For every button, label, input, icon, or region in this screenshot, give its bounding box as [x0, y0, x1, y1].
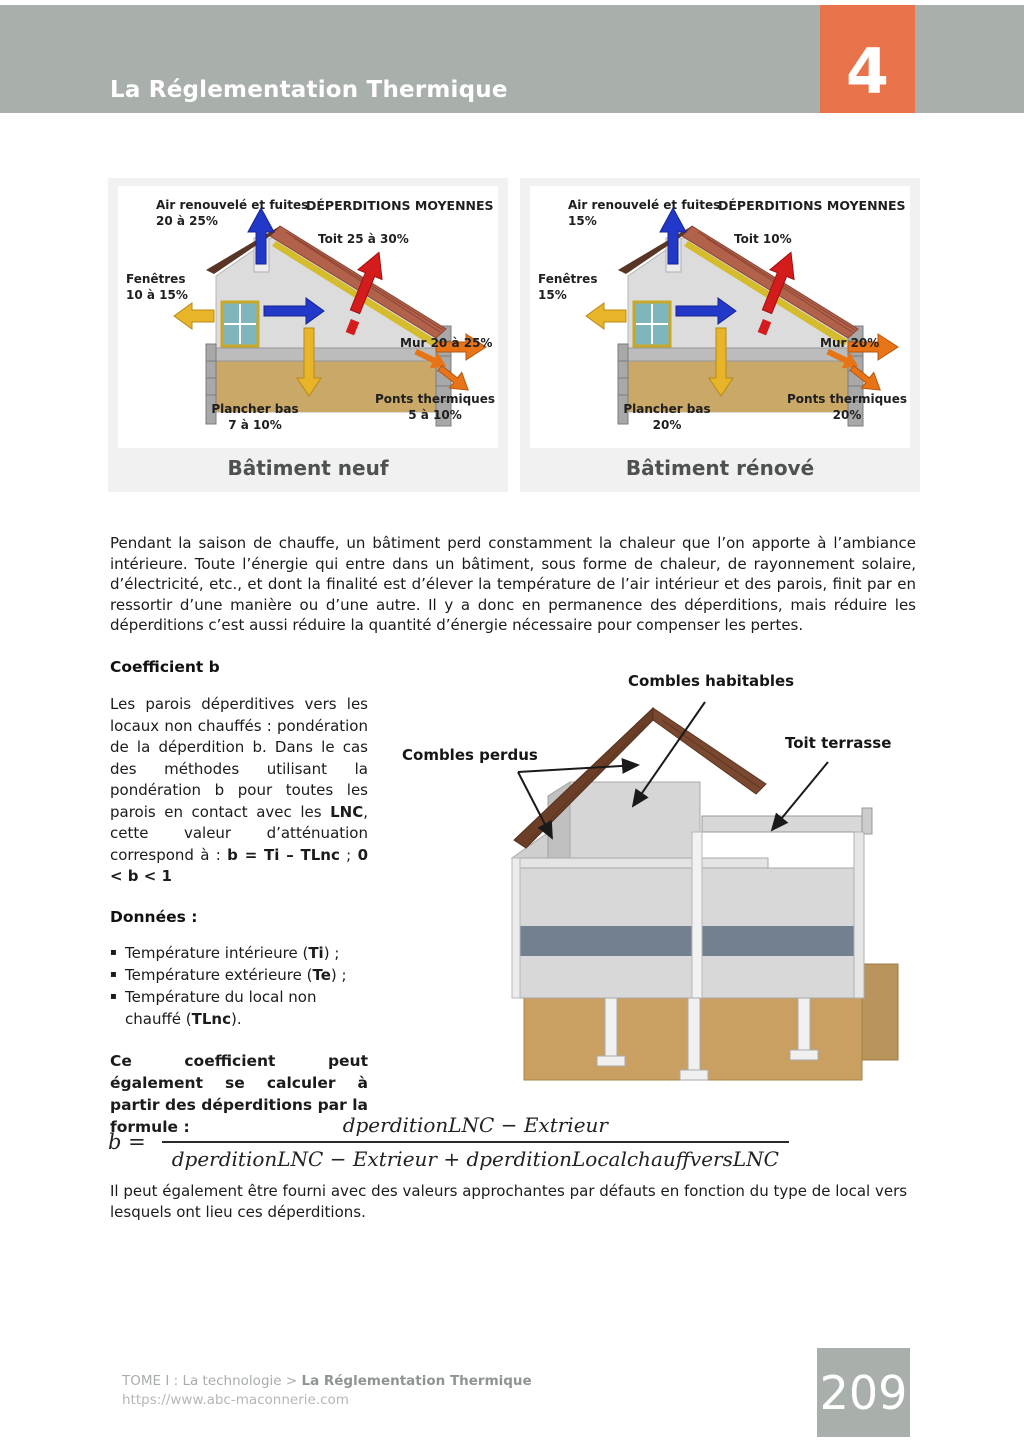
figure-title: DÉPERDITIONS MOYENNES: [718, 198, 906, 213]
label-toit: Toit 10%: [734, 232, 792, 246]
figure-batiment-renove-image: [530, 186, 910, 448]
label-ponts: Ponts thermiques 5 à 10%: [374, 392, 495, 422]
breadcrumb: TOME I : La technologie > La Réglementation Thermique: [122, 1373, 532, 1389]
label-plancher: Plancher bas 7 à 10%: [211, 402, 299, 432]
intro-paragraph: Pendant la saison de chauffe, un bâtiment perd constamment la chaleur que l’on apporte à l’ambiance intérieure. Toute l’énergie qui entre dans un bâtiment, sous forme de chaleur, de rayonnement solaire, d’électricité, etc., et dont la finalité est d’élever la température de l’air intérieur et des parois, finit par en ressortir d’une manière ou d’une autre. Il y a donc en permanence des déperditions, mais réduire les déperditions c’est aussi réduire la quantité d’énergie nécessaire pour compenser les pertes.: [110, 534, 916, 634]
figure-caption-renove: Bâtiment rénové: [625, 456, 815, 480]
chapter-number-badge: [820, 5, 915, 113]
figure-batiment-neuf-image: [118, 186, 498, 448]
label-toit-terrasse: Toit terrasse: [785, 734, 892, 752]
list-item: ▪ Température extérieure (Te) ;: [110, 964, 368, 986]
label-mur: Mur 20 à 25%: [400, 336, 493, 350]
figure-batiment-neuf: [108, 178, 508, 492]
flat-roof: [702, 816, 872, 832]
figure-title: DÉPERDITIONS MOYENNES: [306, 198, 494, 213]
donnees-list: [110, 942, 368, 1030]
interior-floor-slab: [512, 926, 862, 956]
website-url-link[interactable]: https://www.abc-maconnerie.com: [122, 1392, 349, 1408]
label-mur: Mur 20%: [820, 336, 880, 350]
coefficient-paragraph: Les parois déperditives vers les locaux non chauffés : pondération de la déperdition b. Dans le cas des méthodes utilisant la pondération b pour toutes les parois en contact avec les LNC, cette valeur d’atténuation correspond à : b = Ti – TLnc ; 0 < b < 1: [110, 695, 368, 885]
label-fenetres: Fenêtres 10 à 15%: [126, 272, 188, 302]
figure-caption-neuf: Bâtiment neuf: [227, 456, 389, 480]
figure-batiment-renove: [520, 178, 920, 492]
label-combles-habitables: Combles habitables: [628, 672, 795, 690]
coefficient-heading: Coefficient b: [110, 658, 220, 676]
page-number: 209: [819, 1365, 908, 1420]
attic-floor-slab: [512, 858, 768, 868]
right-wall: [854, 832, 864, 998]
label-toit: Toit 25 à 30%: [318, 232, 409, 246]
center-wall: [692, 832, 702, 998]
list-item: ▪ Température du local non chauffé (TLnc).: [110, 986, 368, 1030]
label-fenetres: Fenêtres 15%: [538, 272, 598, 302]
after-formula-paragraph: Il peut également être fourni avec des valeurs approchantes par défauts en fonction du type de local vers lesquels ont lieu ces déperditions.: [110, 1182, 908, 1221]
coefficient-closing-statement: Ce coefficient peut également se calculer à partir des déperditions par la formule :: [110, 1051, 368, 1136]
label-ponts: Ponts thermiques 20%: [786, 392, 907, 422]
floor-slab: [628, 348, 848, 361]
page-title: La Réglementation Thermique: [110, 77, 508, 103]
coefficient-section: [110, 658, 368, 1138]
label-combles-perdus: Combles perdus: [402, 746, 538, 764]
formula-denominator: dperditionLNC − Extrieur + dperditionLocalchauffversLNC: [162, 1141, 789, 1171]
label-plancher: Plancher bas 20%: [623, 402, 711, 432]
combles-diagram: [400, 668, 920, 1093]
coefficient-b-formula: [108, 1113, 789, 1171]
formula-lhs: b =: [108, 1130, 146, 1154]
house-cutaway-illustration: [400, 668, 920, 1093]
formula-fraction: [162, 1113, 789, 1171]
window-loss-arrow: [174, 303, 214, 329]
window-loss-arrow: [586, 303, 626, 329]
list-item: ▪ Température intérieure (Ti) ;: [110, 942, 368, 964]
left-wall: [512, 858, 520, 998]
attic-room-front: [570, 782, 700, 858]
donnees-heading: Données :: [110, 907, 198, 926]
label-air: Air renouvelé et fuites 15%: [568, 198, 721, 228]
label-air: Air renouvelé et fuites 20 à 25%: [156, 198, 309, 228]
flat-roof-parapet: [862, 808, 872, 834]
formula-numerator: dperditionLNC − Extrieur: [342, 1113, 608, 1137]
chapter-number: 4: [845, 35, 890, 108]
page-number-badge: [817, 1348, 910, 1437]
